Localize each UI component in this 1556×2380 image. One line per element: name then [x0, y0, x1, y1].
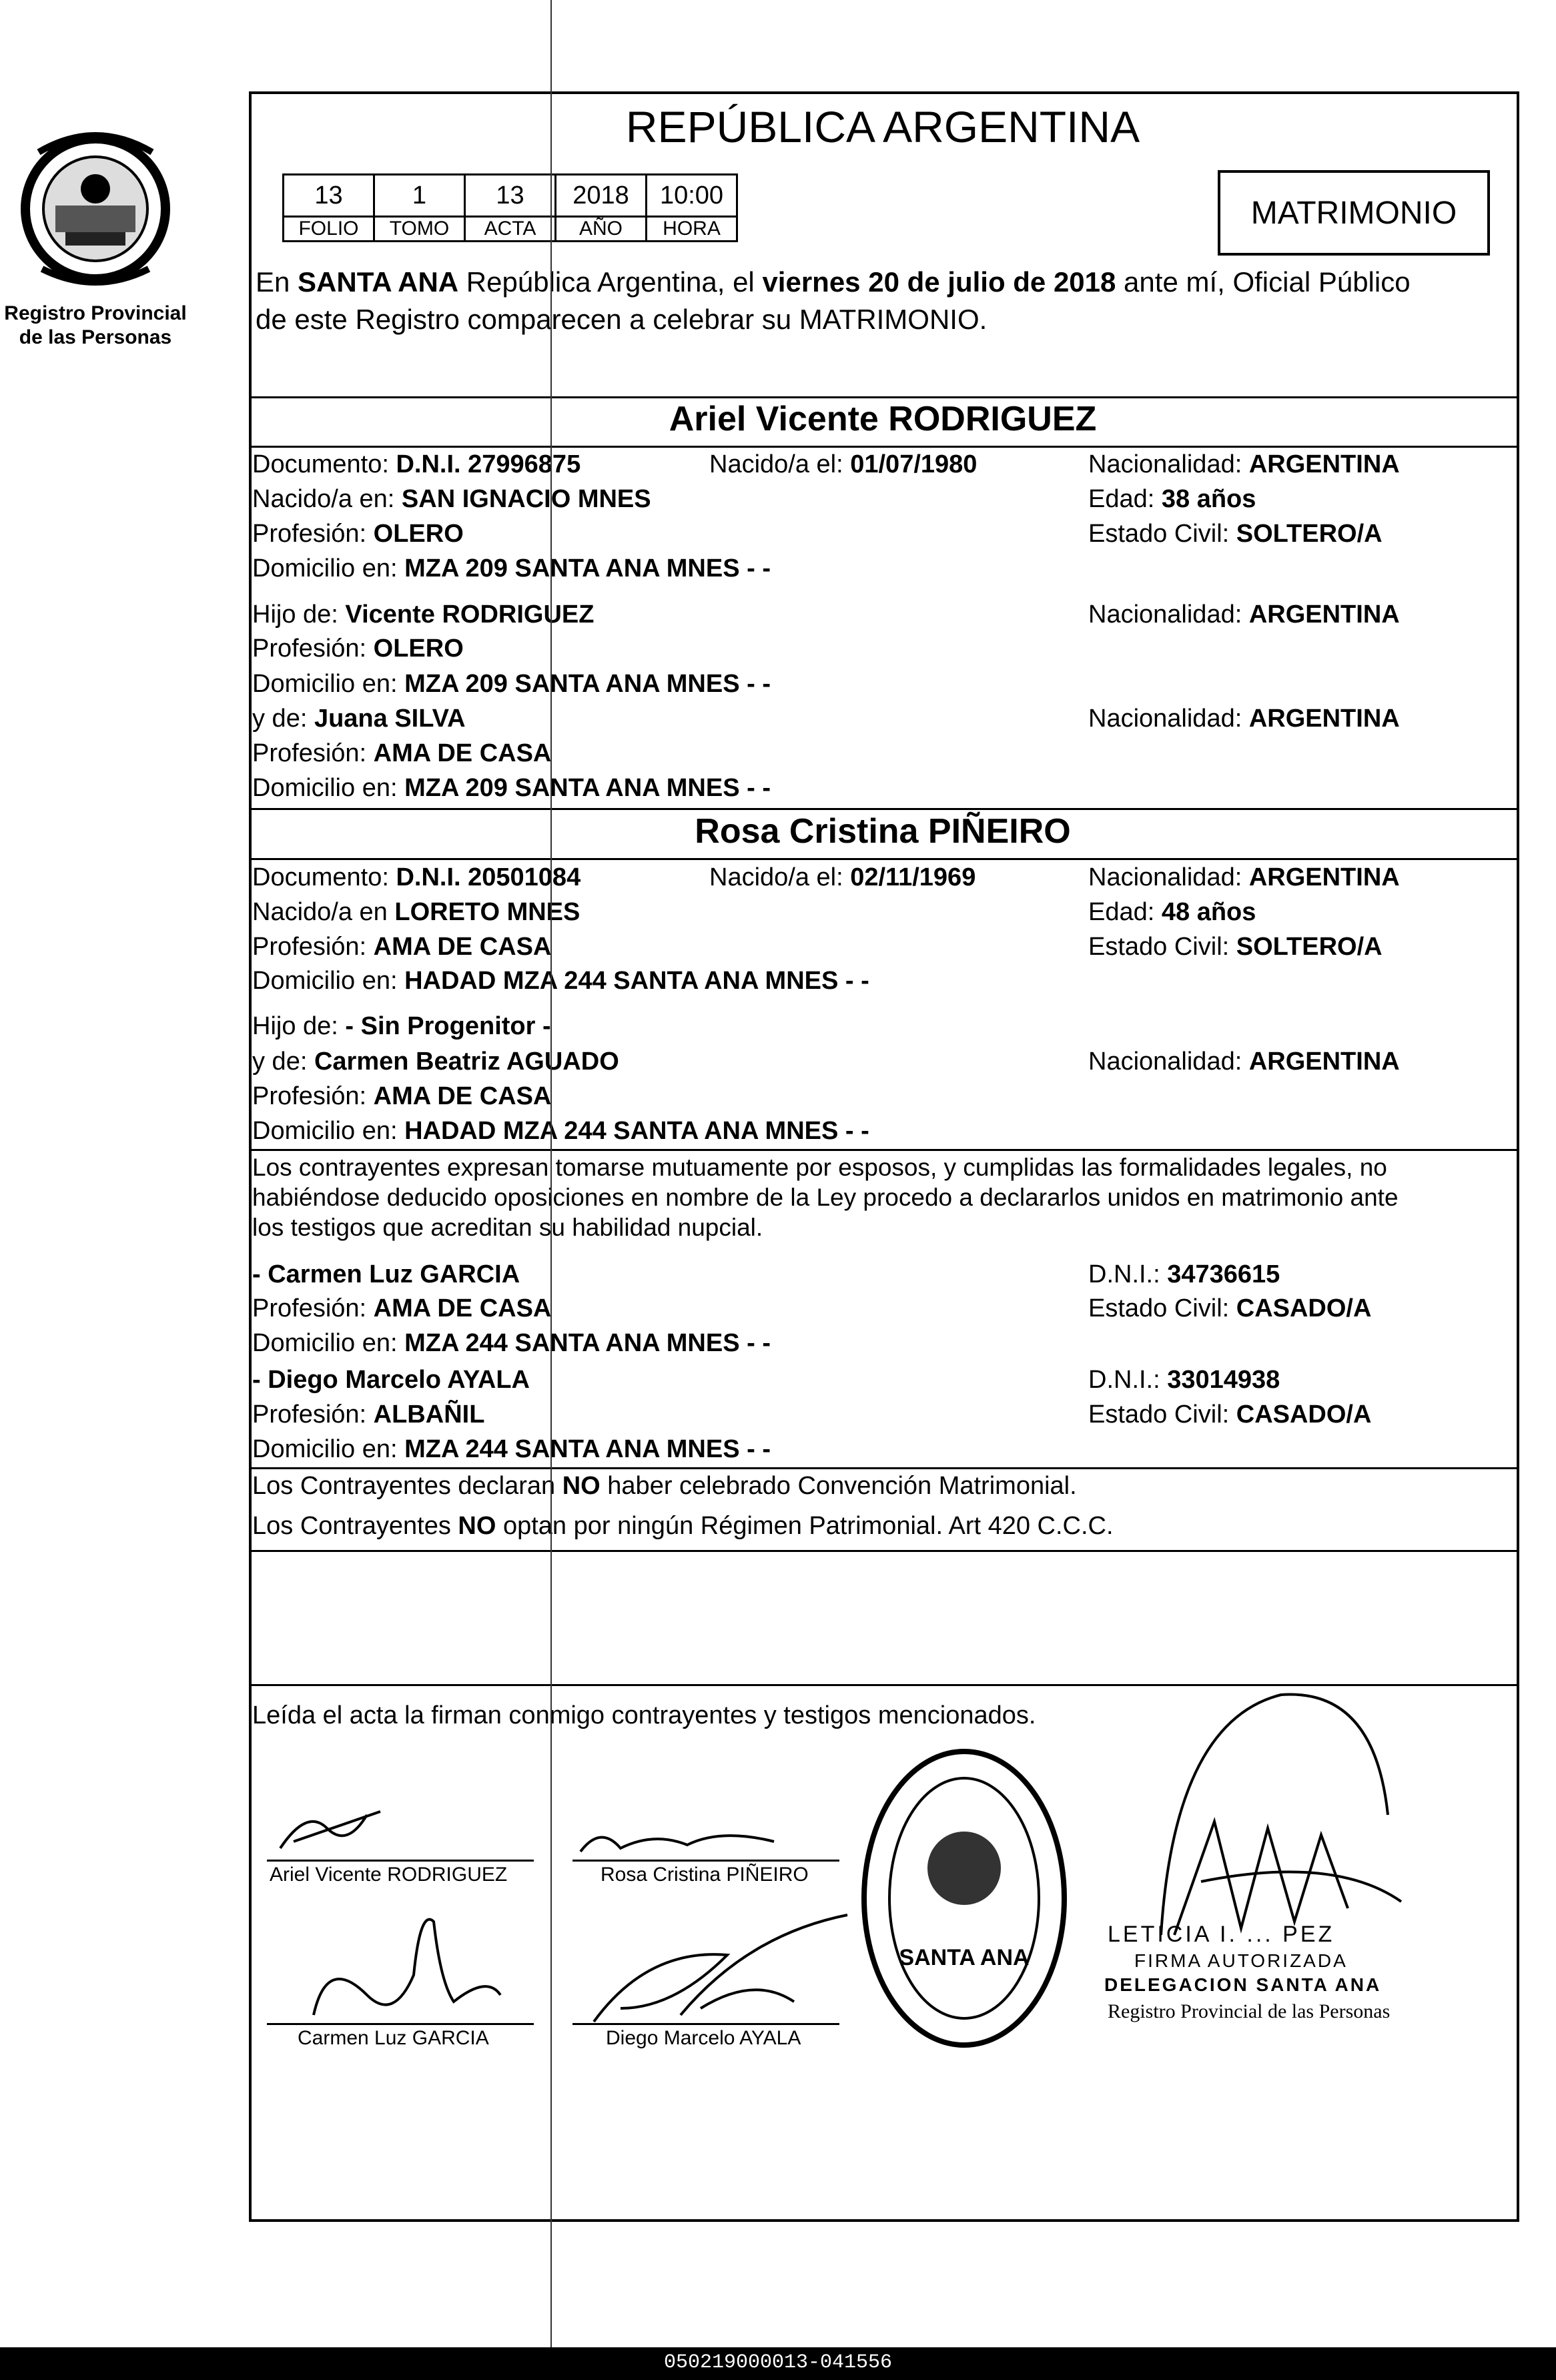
- signature-line: [572, 1860, 839, 1862]
- label: Estado Civil:: [1088, 1401, 1236, 1429]
- scan-line: [550, 0, 552, 2349]
- value: Carmen Beatriz AGUADO: [314, 1048, 619, 1076]
- value: 34736615: [1167, 1260, 1280, 1288]
- label: Documento:: [252, 863, 396, 891]
- value: SOLTERO/A: [1236, 520, 1383, 548]
- official-stamp: [854, 1745, 1074, 2052]
- label: Domicilio en:: [252, 1329, 405, 1357]
- divider: [249, 396, 1517, 398]
- closing-text: Leída el acta la firman conmigo contrayentes y testigos mencionados.: [252, 1701, 1036, 1729]
- label: Nacido/a en:: [252, 485, 402, 513]
- declaration-line-2: habiéndose deducido oposiciones en nombre de la Ley procedo a declararlos unidos en matrimonio ante: [252, 1184, 1399, 1211]
- text-bold: NO: [458, 1512, 496, 1540]
- witness2-name: - Diego Marcelo AYALA: [252, 1366, 530, 1394]
- official-title-2: DELEGACION SANTA ANA: [1104, 1974, 1382, 1995]
- witness1-address: [252, 1328, 771, 1358]
- value: ALBAÑIL: [373, 1401, 485, 1429]
- value: ARGENTINA: [1248, 1048, 1400, 1076]
- intro-place: SANTA ANA: [298, 266, 459, 298]
- witness1-dni: [1088, 1259, 1280, 1290]
- spouse2-mother-profession: [252, 1081, 551, 1112]
- tomo-value: 1: [374, 175, 465, 217]
- spouse1-mother-address: [252, 773, 771, 803]
- divider: [249, 1467, 1517, 1469]
- spouse1-mother-nationality: [1088, 703, 1400, 734]
- divider: [249, 858, 1517, 860]
- signature-carmen: [300, 1895, 514, 2032]
- value: AMA DE CASA: [373, 1294, 552, 1322]
- intro-line-1: [256, 267, 1411, 298]
- witness1-profession: [252, 1293, 551, 1324]
- record-id-table: [282, 173, 738, 242]
- text: optan por ningún Régimen Patrimonial. Art 420 C.C.C.: [496, 1512, 1114, 1540]
- value: CASADO/A: [1236, 1401, 1372, 1429]
- value: HADAD MZA 244 SANTA ANA MNES - -: [404, 1117, 869, 1145]
- spouse1-age: [1088, 484, 1256, 514]
- spouse1-profession: [252, 518, 464, 549]
- spouse2-mother-nationality: [1088, 1046, 1400, 1077]
- intro-text: ante mí, Oficial Público: [1116, 266, 1411, 298]
- label: Profesión:: [252, 635, 374, 663]
- value: MZA 209 SANTA ANA MNES - -: [404, 774, 771, 802]
- anio-value: 2018: [556, 175, 647, 217]
- spouse1-mother-profession: [252, 738, 551, 769]
- label: Profesión:: [252, 933, 374, 961]
- label: Estado Civil:: [1088, 1294, 1236, 1322]
- label: Documento:: [252, 450, 396, 478]
- intro-text: En: [256, 266, 298, 298]
- spouse1-civil-status: [1088, 518, 1383, 549]
- label: Domicilio en:: [252, 670, 405, 698]
- value: MZA 244 SANTA ANA MNES - -: [404, 1435, 771, 1463]
- spouse1-birth-date: [709, 449, 977, 480]
- label: Profesión:: [252, 520, 374, 548]
- label: y de:: [252, 705, 314, 733]
- intro-line-2: de este Registro comparecen a celebrar su MATRIMONIO.: [256, 304, 988, 335]
- label: Estado Civil:: [1088, 933, 1236, 961]
- spouse1-father-nationality: [1088, 599, 1400, 630]
- spouse2-civil-status: [1088, 931, 1383, 962]
- record-type: MATRIMONIO: [1250, 195, 1457, 231]
- intro-text: República Argentina, el: [458, 266, 763, 298]
- value: LORETO MNES: [394, 898, 580, 926]
- value: MZA 244 SANTA ANA MNES - -: [404, 1329, 771, 1357]
- value: SOLTERO/A: [1236, 933, 1383, 961]
- label: Nacionalidad:: [1088, 450, 1249, 478]
- value: 48 años: [1161, 898, 1256, 926]
- label: Profesión:: [252, 739, 374, 767]
- spouse2-birth-place: [252, 897, 580, 927]
- label: D.N.I.:: [1088, 1260, 1168, 1288]
- label: Domicilio en:: [252, 1117, 405, 1145]
- value: AMA DE CASA: [373, 933, 552, 961]
- declaration-line-1: Los contrayentes expresan tomarse mutuamente por esposos, y cumplidas las formalidades legales, no: [252, 1154, 1387, 1181]
- value: - Sin Progenitor -: [345, 1012, 551, 1040]
- spouse2-birth-date: [709, 862, 976, 893]
- registry-name: [0, 302, 191, 350]
- convention-line-1: [252, 1471, 1077, 1501]
- signature-line: [267, 2023, 534, 2025]
- label: Domicilio en:: [252, 1435, 405, 1463]
- acta-value: 13: [465, 175, 556, 217]
- text: haber celebrado Convención Matrimonial.: [600, 1472, 1077, 1500]
- hora-value: 10:00: [647, 175, 737, 217]
- witness2-profession: [252, 1399, 484, 1430]
- label: Edad:: [1088, 898, 1162, 926]
- value: D.N.I. 27996875: [396, 450, 581, 478]
- spouse2-father: [252, 1011, 551, 1042]
- declaration-line-3: los testigos que acreditan su habilidad nupcial.: [252, 1214, 763, 1241]
- tomo-label: TOMO: [374, 217, 465, 242]
- spouse2-mother-address: [252, 1116, 869, 1146]
- label: Nacido/a el:: [709, 450, 851, 478]
- value: SAN IGNACIO MNES: [401, 485, 651, 513]
- signature-line: [572, 2023, 839, 2025]
- divider: [249, 446, 1517, 448]
- signature-label-ariel: Ariel Vicente RODRIGUEZ: [270, 1864, 508, 1886]
- signature-diego: [580, 1908, 861, 2032]
- convention-line-2: [252, 1511, 1114, 1541]
- witness2-address: [252, 1434, 771, 1465]
- spouse1-name: Ariel Vicente RODRIGUEZ: [669, 400, 1097, 438]
- province-seal: [19, 125, 172, 296]
- spouse1-birth-place: [252, 484, 651, 514]
- signature-line: [267, 1860, 534, 1862]
- value: D.N.I. 20501084: [396, 863, 581, 891]
- record-type-box: [1218, 170, 1490, 256]
- value: ARGENTINA: [1248, 450, 1400, 478]
- value: Vicente RODRIGUEZ: [345, 601, 595, 629]
- value: ARGENTINA: [1248, 601, 1400, 629]
- label: Nacido/a en: [252, 898, 395, 926]
- spouse2-address: [252, 965, 869, 996]
- spouse2-document: [252, 862, 580, 893]
- acta-label: ACTA: [465, 217, 556, 242]
- divider: [249, 808, 1517, 810]
- label: Domicilio en:: [252, 774, 405, 802]
- spouse2-name: Rosa Cristina PIÑEIRO: [695, 812, 1071, 851]
- value: 01/07/1980: [850, 450, 978, 478]
- label: Profesión:: [252, 1401, 374, 1429]
- text-bold: NO: [562, 1472, 601, 1500]
- value: HADAD MZA 244 SANTA ANA MNES - -: [404, 967, 869, 995]
- official-name: LETICIA I. ... PEZ: [1108, 1922, 1335, 1947]
- spouse1-father-profession: [252, 633, 464, 664]
- spouse2-mother: [252, 1046, 619, 1077]
- witness1-civil-status: [1088, 1293, 1371, 1324]
- spouse1-nationality: [1088, 449, 1400, 480]
- spouse2-age: [1088, 897, 1256, 927]
- official-title-3: Registro Provincial de las Personas: [1108, 2000, 1391, 2022]
- value: MZA 209 SANTA ANA MNES - -: [404, 670, 771, 698]
- spouse1-mother: [252, 703, 466, 734]
- spouse1-father-address: [252, 669, 771, 699]
- intro-date: viernes 20 de julio de 2018: [762, 266, 1116, 298]
- label: y de:: [252, 1048, 314, 1076]
- value: 33014938: [1167, 1366, 1280, 1394]
- value: MZA 209 SANTA ANA MNES - -: [404, 554, 771, 582]
- value: 02/11/1969: [850, 863, 976, 891]
- text: Los Contrayentes declaran: [252, 1472, 562, 1500]
- folio-label: FOLIO: [284, 217, 374, 242]
- registry-line1: Registro Provincial: [4, 302, 187, 324]
- signature-label-carmen: Carmen Luz GARCIA: [298, 2027, 489, 2049]
- signature-label-diego: Diego Marcelo AYALA: [606, 2027, 801, 2049]
- value: AMA DE CASA: [373, 739, 552, 767]
- value: OLERO: [373, 635, 464, 663]
- spouse2-profession: [252, 931, 551, 962]
- signature-label-rosa: Rosa Cristina PIÑEIRO: [601, 1864, 809, 1886]
- stamp-inner-text: SANTA ANA: [899, 1945, 1030, 1970]
- label: Domicilio en:: [252, 967, 405, 995]
- label: Hijo de:: [252, 1012, 346, 1040]
- value: OLERO: [373, 520, 464, 548]
- label: Hijo de:: [252, 601, 346, 629]
- label: Profesión:: [252, 1082, 374, 1110]
- divider: [249, 1149, 1517, 1151]
- witness1-name: - Carmen Luz GARCIA: [252, 1260, 520, 1288]
- label: Profesión:: [252, 1294, 374, 1322]
- label: Domicilio en:: [252, 554, 405, 582]
- witness2-civil-status: [1088, 1399, 1371, 1430]
- witness2-dni: [1088, 1364, 1280, 1395]
- label: Nacido/a el:: [709, 863, 851, 891]
- value: 38 años: [1161, 485, 1256, 513]
- spouse1-address: [252, 553, 771, 584]
- label: Nacionalidad:: [1088, 1048, 1249, 1076]
- value: Juana SILVA: [314, 705, 466, 733]
- footer-code: 050219000013-041556: [663, 2351, 893, 2374]
- spouse2-nationality: [1088, 862, 1400, 893]
- label: Nacionalidad:: [1088, 863, 1249, 891]
- label: D.N.I.:: [1088, 1366, 1168, 1394]
- registry-line2: de las Personas: [19, 326, 172, 348]
- value: AMA DE CASA: [373, 1082, 552, 1110]
- folio-value: 13: [284, 175, 374, 217]
- signature-ariel: [267, 1802, 400, 1865]
- hora-label: HORA: [647, 217, 737, 242]
- label: Nacionalidad:: [1088, 601, 1249, 629]
- value: ARGENTINA: [1248, 705, 1400, 733]
- text: Los Contrayentes: [252, 1512, 458, 1540]
- label: Estado Civil:: [1088, 520, 1236, 548]
- divider: [249, 1550, 1517, 1552]
- document-title: REPÚBLICA ARGENTINA: [625, 102, 1140, 151]
- anio-label: AÑO: [556, 217, 647, 242]
- official-title-1: FIRMA AUTORIZADA: [1134, 1950, 1348, 1971]
- value: CASADO/A: [1236, 1294, 1372, 1322]
- spouse1-document: [252, 449, 580, 480]
- label: Edad:: [1088, 485, 1162, 513]
- label: Nacionalidad:: [1088, 705, 1249, 733]
- value: ARGENTINA: [1248, 863, 1400, 891]
- spouse1-father: [252, 599, 594, 630]
